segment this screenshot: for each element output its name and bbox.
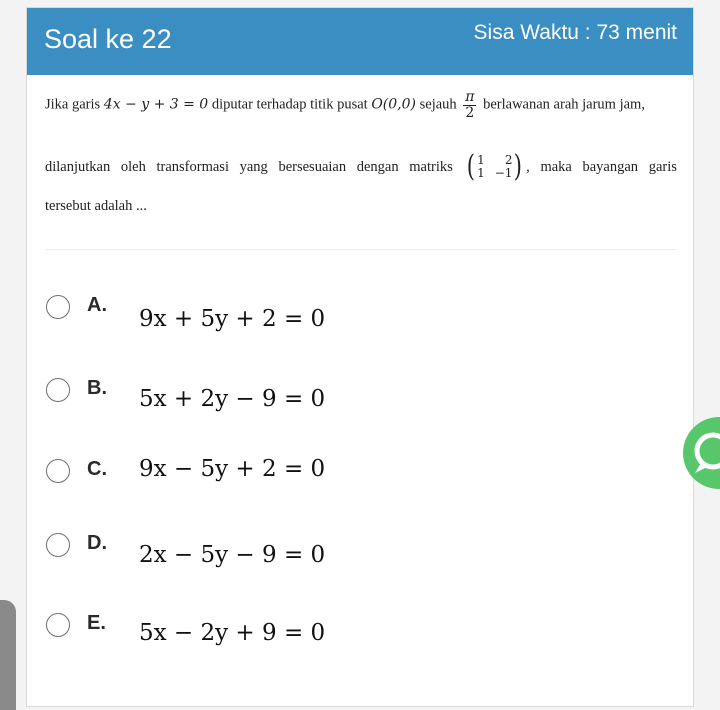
question-text-part: berlawanan arah jarum jam, (483, 96, 645, 113)
matrix-entry: 1 (477, 166, 485, 180)
option-c[interactable] (43, 454, 463, 504)
matrix-entry: −1 (494, 166, 513, 180)
question-text-part: diputar terhadap titik pusat (211, 96, 368, 113)
matrix-entry: 2 (504, 152, 513, 167)
radio-button[interactable] (46, 613, 70, 637)
radio-button[interactable] (46, 295, 70, 319)
question-number: Soal ke 22 (44, 24, 172, 54)
question-word: bersesuaian (278, 158, 347, 175)
question-word: bayangan (582, 158, 639, 175)
angle-numerator: π (465, 89, 475, 105)
radio-button[interactable] (46, 459, 70, 483)
question-line-1 (45, 90, 645, 120)
option-equation[interactable]: 5x + 2y − 9 = 0 (139, 386, 326, 412)
center-point: O(0,0) (371, 96, 416, 113)
question-word: matriks (409, 158, 453, 175)
question-word: , (526, 158, 530, 175)
matrix-entry: 1 (477, 152, 485, 167)
question-word: oleh (120, 158, 146, 175)
question-header (27, 8, 693, 75)
question-text-part: Jika garis (45, 96, 101, 113)
background-edge (0, 600, 16, 710)
question-word: yang (239, 158, 268, 175)
question-word: dengan (356, 158, 399, 175)
option-equation[interactable]: 2x − 5y − 9 = 0 (139, 542, 326, 568)
question-card (26, 7, 694, 707)
radio-button[interactable] (46, 533, 70, 557)
rotation-angle (463, 90, 476, 120)
matrix-left-paren: ( (467, 149, 476, 184)
option-e[interactable] (43, 608, 463, 658)
option-letter: B. (87, 377, 107, 399)
option-b[interactable] (43, 373, 463, 423)
matrix-group (463, 149, 530, 184)
question-line-2 (45, 149, 677, 184)
matrix-right-paren: ) (514, 149, 523, 184)
option-d[interactable] (43, 528, 463, 578)
option-equation[interactable]: 5x − 2y + 9 = 0 (139, 620, 326, 646)
question-line-3: tersebut adalah ... (45, 198, 147, 214)
matrix-entries (477, 154, 512, 180)
question-word: transformasi (156, 158, 229, 175)
option-a[interactable] (43, 290, 463, 340)
whatsapp-glyph (687, 427, 720, 479)
question-text-part: sejauh (419, 96, 457, 113)
question-word: dilanjutkan (45, 158, 111, 175)
transformation-matrix (465, 149, 524, 184)
remaining-time: Sisa Waktu : 73 menit (473, 21, 677, 44)
option-equation[interactable]: 9x − 5y + 2 = 0 (139, 456, 326, 482)
option-equation[interactable]: 9x + 5y + 2 = 0 (139, 306, 326, 332)
option-letter: A. (87, 294, 107, 316)
whatsapp-icon[interactable] (683, 417, 720, 489)
option-letter: C. (87, 458, 107, 480)
line-equation: 4x − y + 3 = 0 (103, 96, 209, 113)
angle-denominator: 2 (465, 104, 475, 121)
option-letter: D. (87, 532, 107, 554)
option-letter: E. (87, 612, 106, 634)
radio-button[interactable] (46, 378, 70, 402)
divider (45, 249, 677, 250)
question-word: maka (540, 158, 572, 175)
question-word: garis (648, 158, 677, 175)
